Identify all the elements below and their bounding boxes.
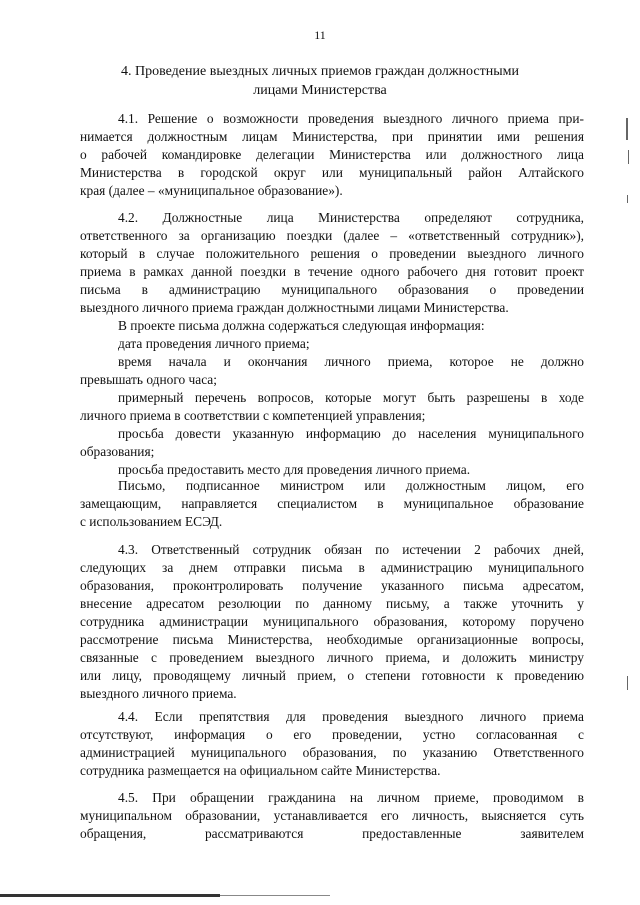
text-line: письма в администрацию муниципального образования о проведении [80,282,584,297]
text-line: рассмотрение письма Министерства, необходимые организационные вопросы, [80,632,584,647]
text-line: внесение адресатом резолюции по данному письму, а также уточнить у [80,596,584,611]
scan-margin-mark [627,195,628,203]
text-line: муниципальном образовании, устанавливается его личность, выясняется суть [80,808,584,823]
text-line: образования, проконтролировать получение указанного письма адресатом, [80,578,584,593]
text-line: дата проведения личного приема; [118,336,310,351]
text-line: превышать одного часа; [80,372,217,387]
text-line: нимается должностным лицам Министерства, при принятии ими решения [80,129,584,144]
text-line: Министерства в городской округ или муниципальный район Алтайского [80,165,584,180]
text-line: замещающим, направляется специалистом в муниципальное образование [80,496,584,511]
paragraph-4-3 [80,541,584,703]
text-line: края (далее – «муниципальное образование»). [80,183,343,198]
section-title [60,62,580,100]
text-line: связанные с проведением выездного личного приема, и доложить министру [80,650,584,665]
paragraph-4-5 [80,789,584,843]
text-line: личного приема в соответствии с компетенцией управления; [80,408,426,423]
scan-margin-mark [626,118,628,140]
text-line: просьба предоставить место для проведения личного приема. [118,462,471,477]
section-title-line: 4. Проведение выездных личных приемов граждан должностными [121,64,519,79]
text-line: 4.4. Если препятствия для проведения выездного личного приема [118,709,584,724]
scan-margin-mark [627,676,628,690]
scan-bottom-rule [220,895,330,896]
text-line: Письмо, подписанное министром или должностным лицом, его [118,478,584,493]
text-line: обращения, рассматриваются предоставленные заявителем [80,826,584,841]
section-title-line: лицами Министерства [253,83,387,98]
text-line: просьба довести указанную информацию до населения муниципального [118,426,584,441]
text-line: выездного личного приема. [80,686,237,701]
text-line: который в случае положительного решения о проведении выездного личного [80,246,584,261]
text-line: 4.2. Должностные лица Министерства определяют сотрудника, [118,210,584,225]
text-line: выездного личного приема граждан должностными лицами Министерства. [80,300,509,315]
text-line: время начала и окончания личного приема, которое не должно [118,354,584,369]
scan-margin-mark [628,150,629,164]
text-line: следующих за днем отправки письма в администрацию муниципального [80,560,584,575]
text-line: или лицу, проводящему личный прием, о степени готовности к проведению [80,668,584,683]
text-line: ответственного за организацию поездки (далее – «ответственный сотрудник»), [80,228,584,243]
text-line: 4.5. При обращении гражданина на личном приеме, проводимом в [118,790,584,805]
text-line: образования; [80,444,155,459]
text-line: сотрудника размещается на официальном сайте Министерства. [80,763,441,778]
text-line: администрацией муниципального образования, по указанию Ответственного [80,745,584,760]
text-line: о рабочей командировке делегации Министерства или должностного лица [80,147,584,162]
scan-bottom-rule [0,894,220,897]
paragraph-4-1 [80,110,584,200]
paragraph-4-4 [80,708,584,780]
text-line: примерный перечень вопросов, которые могут быть разрешены в ходе [118,390,584,405]
paragraph-4-2-letter [80,477,584,531]
text-line: 4.1. Решение о возможности проведения выездного личного приема при- [118,111,584,126]
page-number: 11 [314,28,326,42]
text-line: В проекте письма должна содержаться следующая информация: [118,318,485,333]
text-line: сотрудника администрации муниципального образования, которому поручено [80,614,584,629]
text-line: с использованием ЕСЭД. [80,514,223,529]
text-line: отсутствуют, информация о его проведении, устно согласованная с [80,727,584,742]
text-line: приема в рамках данной поездки в течение одного рабочего дня готовит проект [80,264,584,279]
text-line: 4.3. Ответственный сотрудник обязан по истечении 2 рабочих дней, [118,542,584,557]
paragraph-4-2 [80,209,584,479]
